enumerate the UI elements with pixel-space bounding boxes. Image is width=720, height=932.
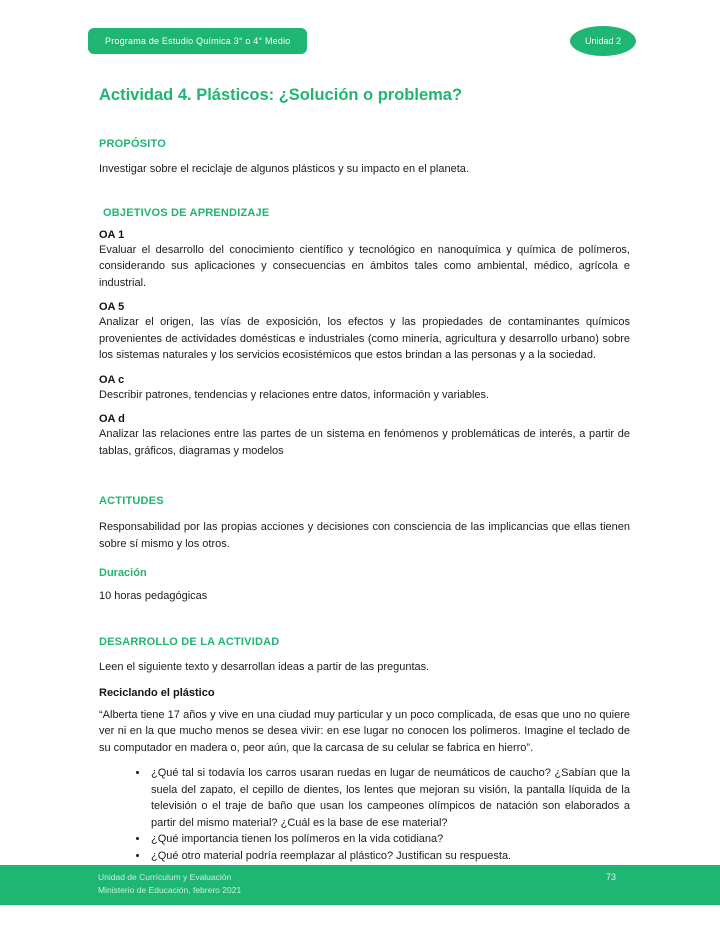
activity-title: Actividad 4. Plásticos: ¿Solución o problema? xyxy=(99,86,463,104)
program-badge: Programa de Estudio Química 3° o 4° Medio xyxy=(88,28,307,54)
question-list xyxy=(99,765,630,864)
oa-1-label: OA 1 xyxy=(99,228,125,241)
oa-d-text: Analizar las relaciones entre las partes de un sistema en fenómenos y problemáticas de interés, a partir de tablas, gráficos, diagramas y modelos xyxy=(99,428,630,457)
actitudes-body: Responsabilidad por las propias acciones y decisiones con consciencia de las implicancias que ellas tienen sobre sí mismo y los otros. xyxy=(99,521,630,550)
reciclando-subheading: Reciclando el plástico xyxy=(99,686,215,699)
section-objetivos xyxy=(99,207,630,460)
proposito-heading: PROPÓSITO xyxy=(99,138,166,150)
question-item: • ¿Qué tal si todavía los carros usaran ruedas en lugar de neumáticos de caucho? ¿Sabían que la suela del zapato, el cepillo de dientes, los lentes que mejoran su visión, la pantalla líquida de la televisión o el traje de baño que usan los campeones olímpicos de natación son elaborados a partir del mismo material? ¿Cuál es la base de ese material? xyxy=(149,765,630,831)
oa-item-5 xyxy=(99,301,630,364)
desarrollo-intro: Leen el siguiente texto y desarrollan ideas a partir de las preguntas. xyxy=(99,661,430,673)
unit-badge: Unidad 2 xyxy=(570,26,636,56)
duracion-value: 10 horas pedagógicas xyxy=(99,590,208,602)
footer-line2: Ministerio de Educación, febrero 2021 xyxy=(98,885,242,895)
objetivos-heading: OBJETIVOS DE APRENDIZAJE xyxy=(103,206,270,219)
section-desarrollo xyxy=(99,636,630,864)
page-header xyxy=(0,0,720,56)
footer-credits xyxy=(98,871,241,897)
oa-item-1 xyxy=(99,229,630,292)
oa-5-label: OA 5 xyxy=(99,301,125,313)
page-number: 73 xyxy=(606,872,617,882)
oa-d-label: OA d xyxy=(99,413,125,425)
page-content xyxy=(0,86,720,864)
footer-line1: Unidad de Currículum y Evaluación xyxy=(98,872,232,882)
section-proposito xyxy=(99,138,630,178)
oa-1-text: Evaluar el desarrollo del conocimiento científico y tecnológico en nanoquímica y química de polímeros, considerando sus aplicaciones y consecuencias en ámbitos tales como ambiental, médico, agrícola e industrial. xyxy=(99,243,630,289)
oa-c-label: OA c xyxy=(99,373,125,386)
section-actitudes xyxy=(99,495,630,602)
oa-5-text: Analizar el origen, las vías de exposición, los efectos y las propiedades de contaminantes químicos provenientes de actividades domésticas e industriales (como minería, agricultura y desarrollo urbano) sobre los sistemas naturales y los servicios ecosistémicos que estos brindan a las personas y a la sociedad. xyxy=(99,316,630,361)
oa-item-c xyxy=(99,374,630,404)
reading-quote: “Alberta tiene 17 años y vive en una ciudad muy particular y un poco complicada, de esas que uno no quiere ver ni en la que mucho menos se desea vivir: en ese lugar no conocen los polimeros. Imagine el teclado de su computador en madera o, peor aún, que la carcasa de su celular se fabrica en hierro”. xyxy=(99,708,630,754)
question-item: • ¿Qué otro material podría reemplazar al plástico? Justifican su respuesta. xyxy=(149,848,630,865)
desarrollo-heading: DESARROLLO DE LA ACTIVIDAD xyxy=(99,636,280,648)
page-footer xyxy=(0,865,720,905)
oa-c-text: Describir patrones, tendencias y relaciones entre datos, información y variables. xyxy=(99,388,490,401)
proposito-body: Investigar sobre el reciclaje de algunos plásticos y su impacto en el planeta. xyxy=(99,163,469,175)
actitudes-heading: ACTITUDES xyxy=(99,495,164,507)
duracion-heading: Duración xyxy=(99,567,147,579)
oa-item-d xyxy=(99,413,630,459)
question-item: • ¿Qué importancia tienen los polímeros en la vida cotidiana? xyxy=(149,831,630,848)
